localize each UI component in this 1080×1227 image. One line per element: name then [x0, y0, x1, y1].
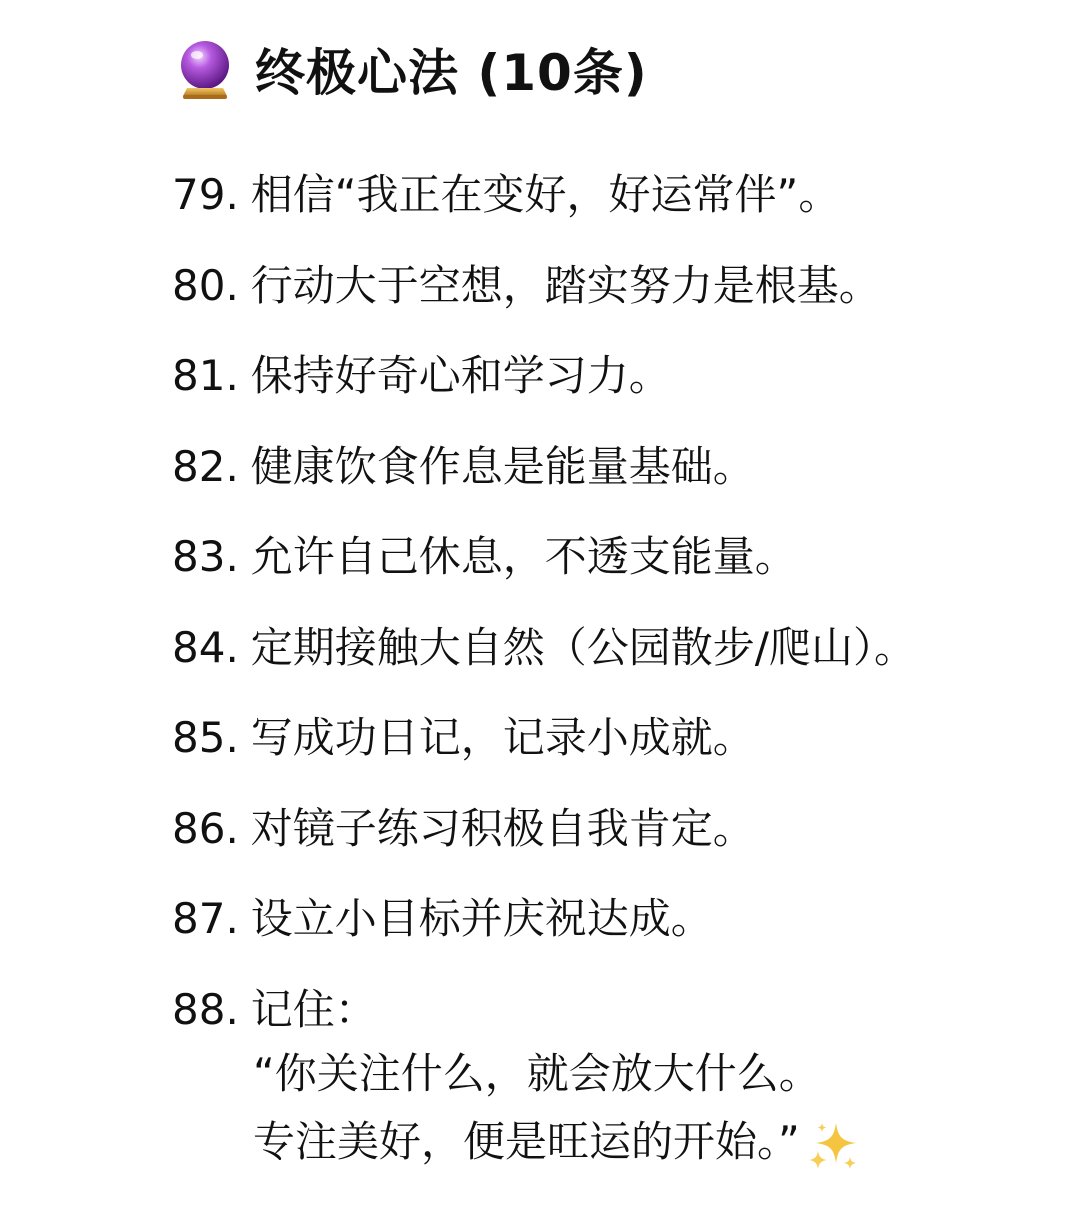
item-text: 写成功日记，记录小成就。: [250, 713, 755, 762]
item-number: 83.: [172, 532, 239, 581]
list-item: [172, 794, 1052, 885]
list-item: [172, 703, 1052, 794]
list-item: [172, 160, 1052, 251]
quote-block: [253, 1040, 862, 1176]
tips-list: [172, 160, 1052, 1065]
item-text: 设立小目标并庆祝达成。: [250, 894, 713, 943]
list-item: [172, 251, 1052, 342]
item-number: 80.: [172, 260, 239, 310]
item-number: 81.: [172, 351, 239, 400]
sparkles-icon: [806, 1117, 862, 1173]
item-number: 86.: [172, 803, 239, 853]
list-item: [172, 341, 1052, 432]
item-number: 82.: [172, 441, 239, 491]
item-text: 对镜子练习积极自我肯定。: [250, 803, 755, 853]
quote-line-1: “你关注什么，就会放大什么。: [253, 1049, 821, 1098]
item-text: 健康饮食作息是能量基础。: [250, 441, 755, 491]
item-text: 允许自己休息，不透支能量。: [250, 532, 797, 581]
list-item: [172, 432, 1052, 523]
crystal-ball-icon: [175, 38, 235, 100]
item-number: 79.: [172, 170, 239, 219]
page-title: 终极心法 (10条): [255, 44, 648, 102]
item-text: 保持好奇心和学习力。: [250, 351, 671, 400]
quote-line-2-text: 专注美好，便是旺运的开始。”: [253, 1117, 800, 1166]
item-text: 行动大于空想，踏实努力是根基。: [250, 260, 881, 310]
item-number: 84.: [172, 622, 239, 672]
title-row: [175, 34, 648, 104]
item-text: 记住：: [250, 984, 377, 1034]
item-number: 87.: [172, 894, 239, 943]
item-number: 85.: [172, 713, 239, 762]
item-text: 定期接触大自然（公园散步/爬山）。: [250, 622, 916, 672]
list-item: [172, 522, 1052, 613]
list-item: [172, 884, 1052, 975]
list-item: [172, 613, 1052, 704]
item-number: 88.: [172, 984, 239, 1034]
item-text: 相信“我正在变好，好运常伴”。: [250, 170, 841, 219]
quote-line-2: [253, 1108, 862, 1176]
